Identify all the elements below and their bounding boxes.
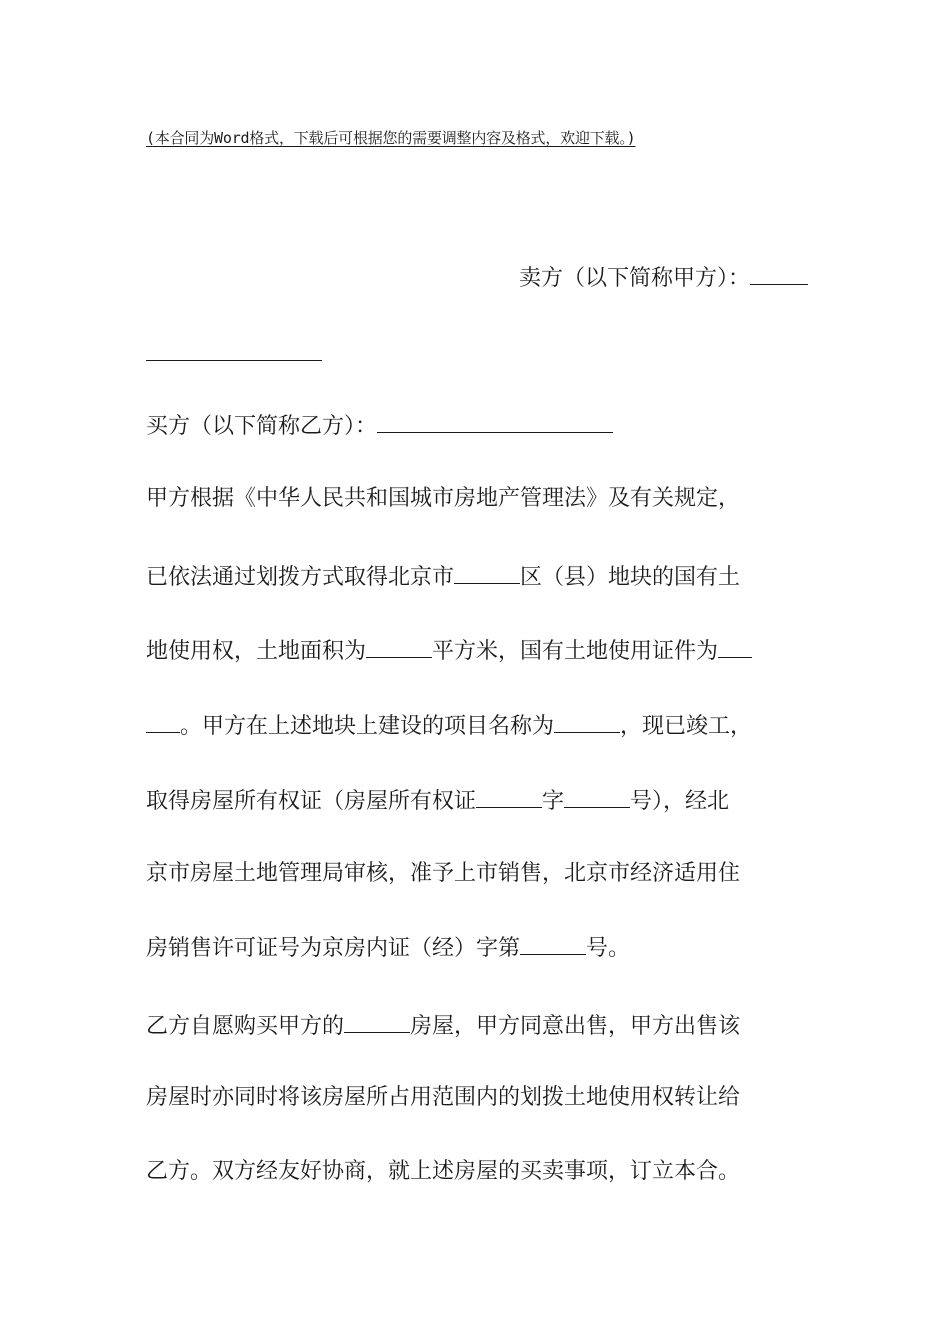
para1-text-2a: 已依法通过划拨方式取得北京市 xyxy=(146,565,455,590)
project-name-blank xyxy=(554,710,620,733)
para1-line-6 xyxy=(146,859,806,889)
para2-text-1a: 乙方自愿购买甲方的 xyxy=(146,1014,345,1039)
para1-text-4b: ，现已竣工， xyxy=(620,714,753,739)
para1-line-1 xyxy=(146,484,806,514)
para1-text-1: 甲方根据《中华人民共和国城市房地产管理法》及有关规定， xyxy=(146,486,741,511)
para1-text-7a: 房销售许可证号为京房内证（经）字第 xyxy=(146,936,521,961)
para2-text-3: 乙方。双方经友好协商，就上述房屋的买卖事项，订立本合。 xyxy=(146,1159,741,1184)
para2-line-1 xyxy=(146,1010,806,1042)
para1-text-5a: 取得房屋所有权证（房屋所有权证 xyxy=(146,789,477,814)
district-blank xyxy=(454,561,520,584)
seller-label: 卖方（以下简称甲方）： xyxy=(518,266,750,291)
buyer-label: 买方（以下简称乙方）： xyxy=(146,414,378,439)
download-note: (本合同为Word格式，下载后可根据您的需要调整内容及格式，欢迎下载。) xyxy=(146,129,636,147)
ownership-cert-number-blank xyxy=(564,785,630,808)
para1-text-7b: 号。 xyxy=(586,936,631,961)
seller-line xyxy=(146,262,808,294)
para1-text-2b: 区（县）地块的国有土 xyxy=(520,565,741,590)
seller-blank-continued xyxy=(146,338,806,370)
buyer-blank xyxy=(377,410,613,433)
house-blank xyxy=(344,1010,410,1033)
para1-line-2 xyxy=(146,561,806,593)
seller-blank xyxy=(750,262,808,285)
para2-text-2: 房屋时亦同时将该房屋所占用范围内的划拨土地使用权转让给 xyxy=(146,1085,741,1110)
para2-line-2 xyxy=(146,1083,806,1113)
para1-line-5 xyxy=(146,785,806,817)
land-cert-blank xyxy=(718,635,752,658)
ownership-cert-char-blank xyxy=(476,785,542,808)
para2-line-3 xyxy=(146,1157,806,1187)
para1-text-3a: 地使用权，土地面积为 xyxy=(146,639,367,664)
para1-text-5c: 号），经北 xyxy=(630,789,730,814)
area-blank xyxy=(366,635,432,658)
para1-text-6: 京市房屋土地管理局审核，准予上市销售，北京市经济适用住 xyxy=(146,861,741,886)
seller-blank-line-2 xyxy=(146,338,322,361)
para1-text-5b: 字 xyxy=(542,789,565,814)
land-cert-blank-continued xyxy=(146,710,180,733)
para2-text-1b: 房屋，甲方同意出售，甲方出售该 xyxy=(410,1014,741,1039)
para1-text-3b: 平方米，国有土地使用证件为 xyxy=(432,639,719,664)
buyer-line xyxy=(146,410,806,442)
sale-permit-blank xyxy=(520,932,586,955)
para1-line-4 xyxy=(146,710,806,742)
para1-line-3 xyxy=(146,635,806,667)
para1-line-7 xyxy=(146,932,806,964)
para1-text-4a: 。甲方在上述地块上建设的项目名称为 xyxy=(180,714,555,739)
